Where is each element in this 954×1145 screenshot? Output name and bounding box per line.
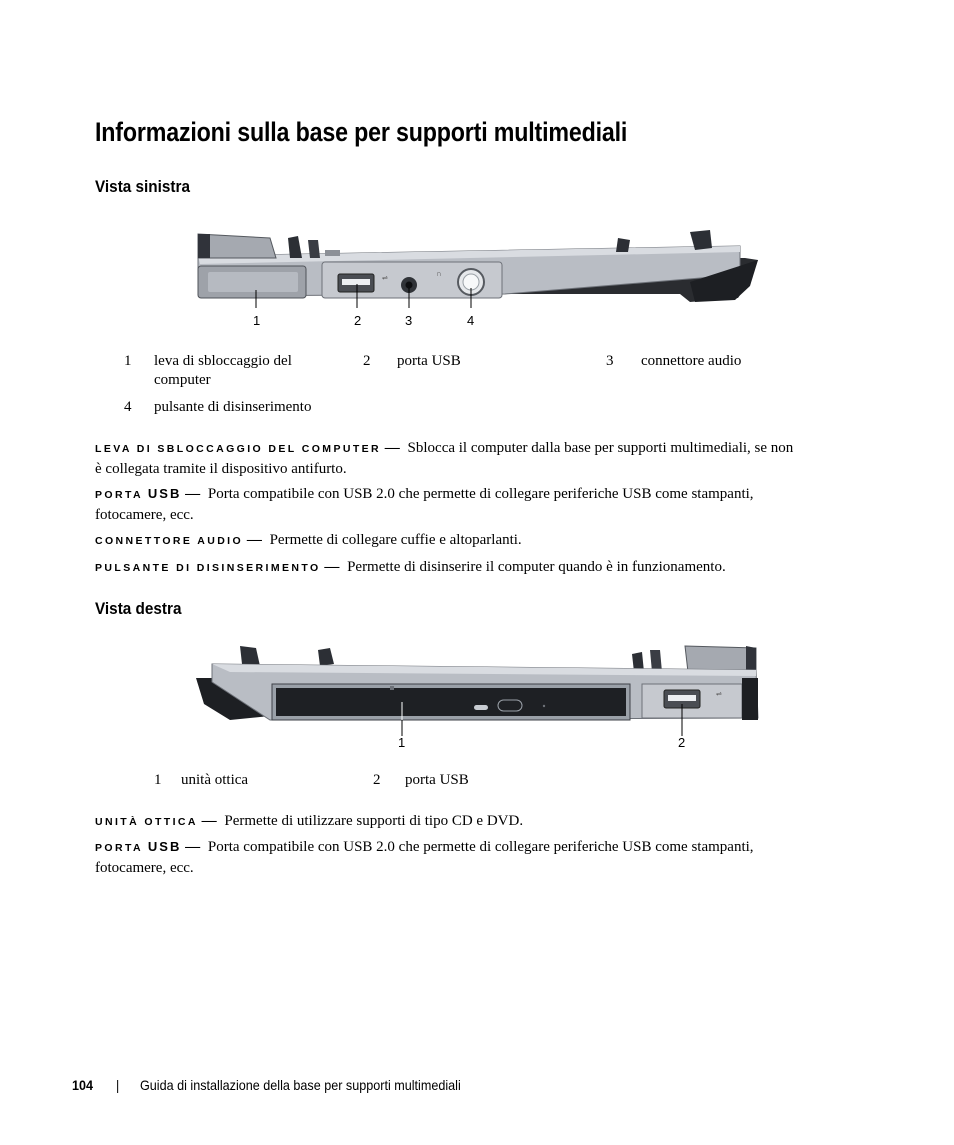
legend-number: 1 [124, 353, 132, 369]
description-text: Permette di utilizzare supporti di tipo CD e DVD. [224, 813, 524, 829]
description-term [95, 839, 182, 854]
term-word: PORTA [95, 489, 143, 501]
description-term: CONNETTORE AUDIO [95, 535, 244, 547]
footer-separator: | [116, 1077, 120, 1093]
svg-text:⇌: ⇌ [382, 275, 388, 282]
page-title: Informazioni sulla base per supporti multimediali [95, 117, 628, 147]
svg-text:⇌: ⇌ [716, 691, 722, 698]
section-heading-right-view: Vista destra [95, 599, 182, 618]
callout-2: 2 [678, 735, 686, 750]
description-term: LEVA DI SBLOCCAGGIO DEL COMPUTER [95, 443, 382, 455]
legend-text: unità ottica [181, 772, 249, 788]
description-audio-connector [95, 530, 825, 551]
legend-text: porta USB [397, 353, 461, 369]
description-text-continued: fotocamere, ecc. [95, 860, 194, 876]
legend-text: pulsante di disinserimento [154, 399, 312, 415]
description-undock-button [95, 557, 825, 578]
description-text: Permette di collegare cuffie e altoparlanti. [269, 532, 522, 548]
legend-number: 2 [373, 772, 381, 788]
term-word: PORTA [95, 842, 143, 854]
legend-text: connettore audio [641, 353, 742, 369]
description-optical-drive [95, 811, 825, 832]
svg-text:∩: ∩ [436, 269, 442, 278]
description-text: Sblocca il computer dalla base per supporti multimediali, se non [407, 440, 794, 456]
description-text: Porta compatibile con USB 2.0 che permette di collegare periferiche USB come stampanti, [207, 486, 754, 502]
description-release-lever [95, 438, 825, 479]
page-number: 104 [72, 1077, 94, 1093]
term-word: USB [147, 486, 182, 501]
em-dash: — [384, 440, 400, 456]
callout-1: 1 [398, 735, 406, 750]
description-term [95, 486, 182, 501]
section-heading-left-view: Vista sinistra [95, 177, 190, 196]
em-dash: — [185, 486, 201, 502]
em-dash: — [185, 839, 201, 855]
em-dash: — [201, 813, 217, 829]
callout-3: 3 [405, 313, 413, 328]
legend-number: 3 [606, 353, 614, 369]
left-view-illustration [190, 228, 765, 308]
description-text-continued: fotocamere, ecc. [95, 507, 194, 523]
em-dash: — [324, 559, 340, 575]
legend-text-continued: computer [154, 372, 211, 388]
right-view-illustration [190, 642, 765, 744]
term-word: USB [147, 839, 182, 854]
description-text-continued: è collegata tramite il dispositivo antifurto. [95, 461, 347, 477]
callout-4: 4 [467, 313, 475, 328]
footer-title: Guida di installazione della base per supporti multimediali [140, 1077, 461, 1093]
description-text: Porta compatibile con USB 2.0 che permette di collegare periferiche USB come stampanti, [207, 839, 754, 855]
legend-text: leva di sbloccaggio del [154, 353, 292, 369]
legend-text: porta USB [405, 772, 469, 788]
legend-number: 2 [363, 353, 371, 369]
description-term: PULSANTE DI DISINSERIMENTO [95, 562, 321, 574]
description-text: Permette di disinserire il computer quando è in funzionamento. [347, 559, 726, 575]
legend-number: 1 [154, 772, 162, 788]
description-usb-port [95, 484, 825, 525]
em-dash: — [246, 532, 262, 548]
callout-2: 2 [354, 313, 362, 328]
description-usb-port [95, 837, 825, 878]
description-term: UNITÀ OTTICA [95, 816, 198, 828]
callout-1: 1 [253, 313, 261, 328]
legend-number: 4 [124, 399, 132, 415]
